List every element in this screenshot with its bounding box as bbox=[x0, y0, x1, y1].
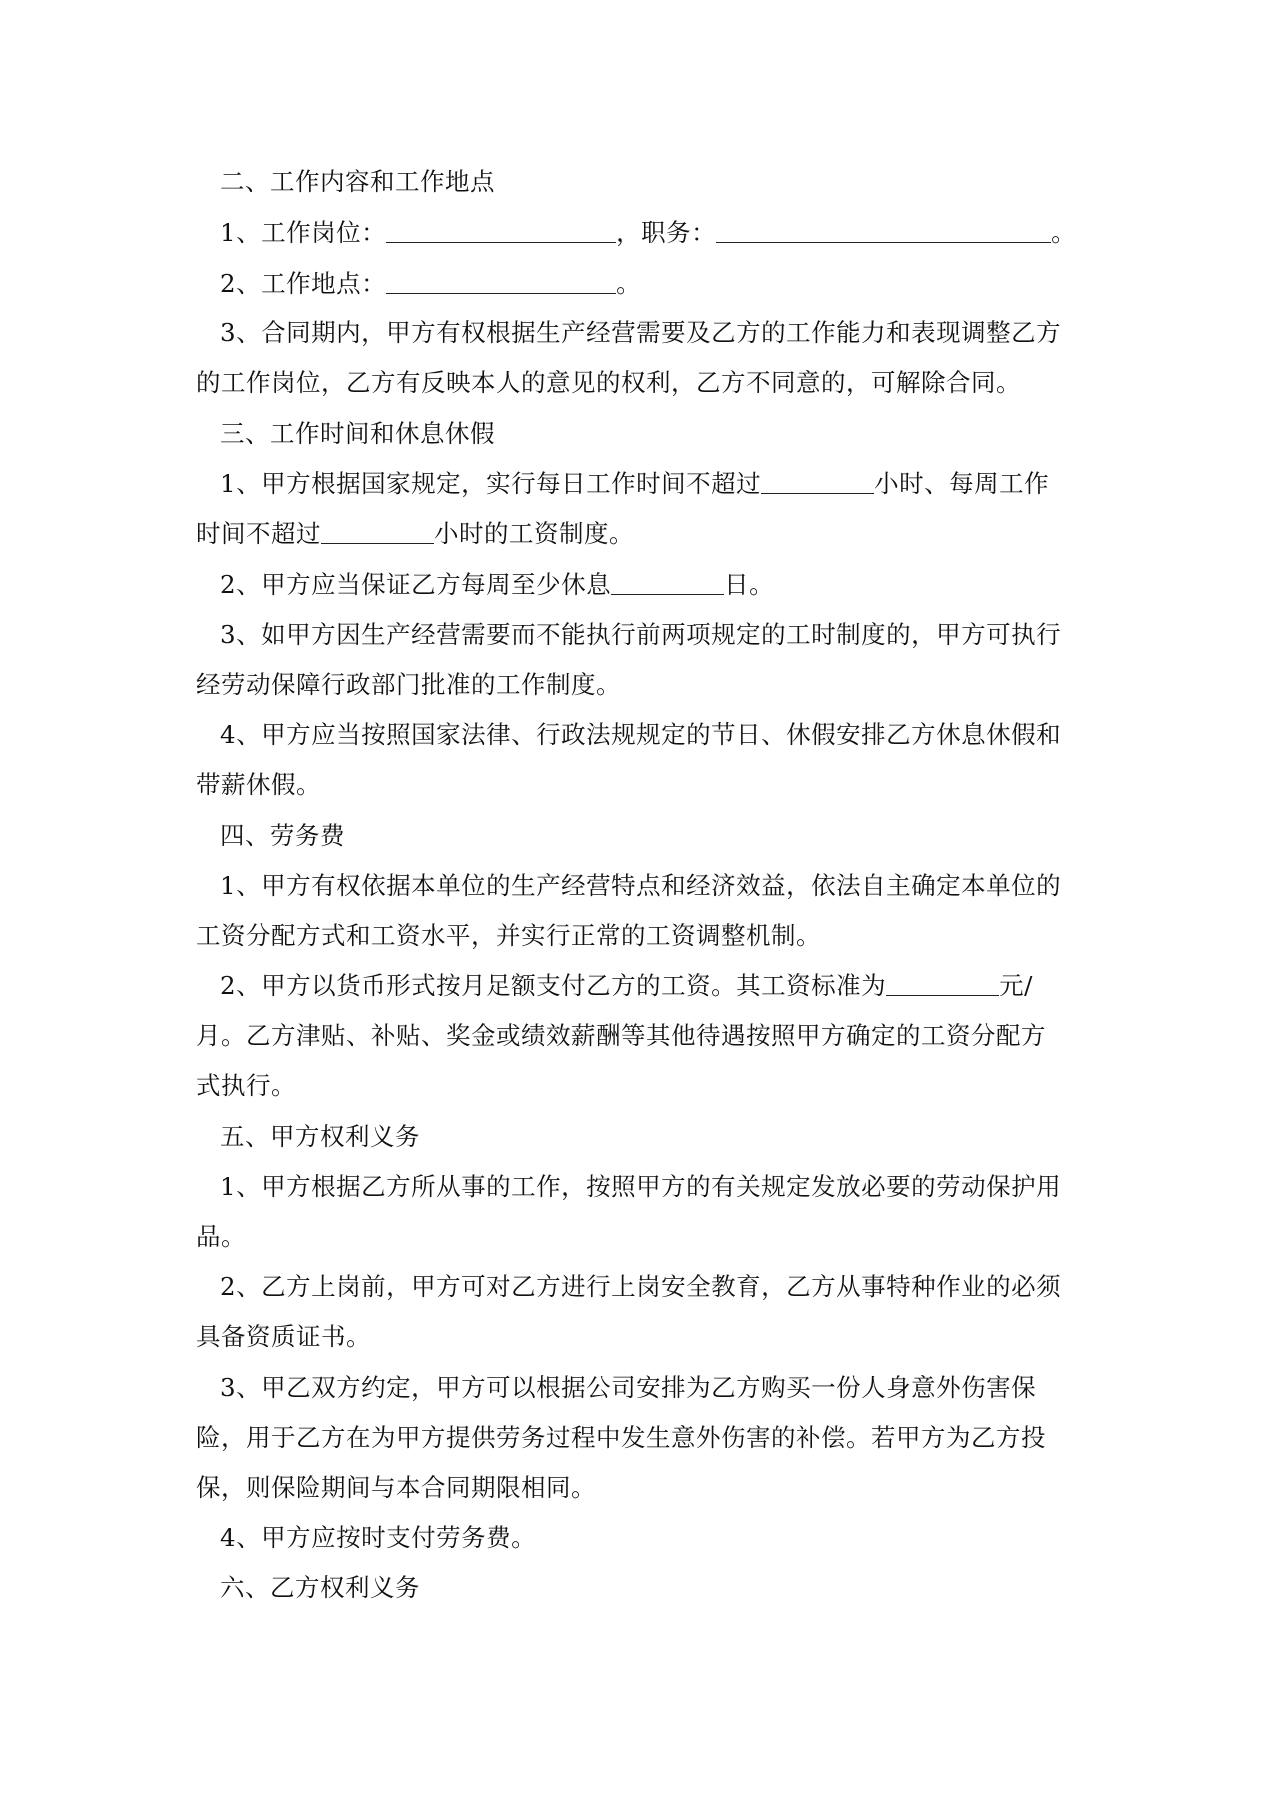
work-location-blank[interactable] bbox=[386, 269, 616, 294]
section-5-item-1-line-1: 1、甲方根据乙方所从事的工作，按照甲方的有关规定发放必要的劳动保护用 bbox=[220, 1172, 1062, 1201]
salary-standard-label: 2、甲方以货币形式按月足额支付乙方的工资。其工资标准为 bbox=[220, 971, 887, 1000]
section-4-item-1-line-1: 1、甲方有权依据本单位的生产经营特点和经济效益，依法自主确定本单位的 bbox=[220, 871, 1062, 900]
work-location-line-end: 。 bbox=[616, 269, 642, 298]
rest-days-end: 日。 bbox=[724, 570, 775, 599]
work-location-line bbox=[220, 268, 641, 300]
section-2-item-3-line-2: 的工作岗位，乙方有反映本人的意见的权利，乙方不同意的，可解除合同。 bbox=[196, 368, 1021, 397]
work-location-label: 2、工作地点： bbox=[220, 269, 387, 298]
section-2-item-3-line-1: 3、合同期内，甲方有权根据生产经营需要及乙方的工作能力和表现调整乙方 bbox=[220, 318, 1062, 347]
rest-days-blank[interactable] bbox=[611, 570, 724, 595]
section-5-item-2-line-1: 2、乙方上岗前，甲方可对乙方进行上岗安全教育，乙方从事特种作业的必须 bbox=[220, 1272, 1062, 1301]
job-position-label: 1、工作岗位： bbox=[220, 218, 387, 247]
section-5-item-3-line-2: 险，用于乙方在为甲方提供劳务过程中发生意外伤害的补偿。若甲方为乙方投 bbox=[196, 1423, 1046, 1452]
section-3-item-4-line-2: 带薪休假。 bbox=[196, 770, 321, 799]
job-position-blank[interactable] bbox=[386, 218, 616, 243]
salary-standard-blank[interactable] bbox=[886, 971, 999, 996]
section-5-item-3-line-3: 保，则保险期间与本合同期限相同。 bbox=[196, 1473, 596, 1502]
section-4-item-2-line-3: 式执行。 bbox=[196, 1071, 296, 1100]
section-5-item-2-line-2: 具备资质证书。 bbox=[196, 1322, 371, 1351]
section-5-item-3-line-1: 3、甲乙双方约定，甲方可以根据公司安排为乙方购买一份人身意外伤害保 bbox=[220, 1373, 1037, 1402]
rest-days-label: 2、甲方应当保证乙方每周至少休息 bbox=[220, 570, 612, 599]
daily-hours-blank[interactable] bbox=[761, 469, 874, 494]
weekly-hours-lead: 时间不超过 bbox=[196, 519, 321, 548]
section-5-item-4: 4、甲方应按时支付劳务费。 bbox=[220, 1523, 537, 1552]
duty-label: ，职务： bbox=[616, 218, 717, 247]
section-3-item-2 bbox=[220, 569, 774, 601]
section-3-item-1-line-1 bbox=[220, 468, 1049, 500]
section-5-heading: 五、甲方权利义务 bbox=[220, 1122, 420, 1151]
weekly-hours-label: 小时、每周工作 bbox=[874, 469, 1050, 498]
section-4-item-2-line-1 bbox=[220, 970, 1033, 1002]
job-position-line-end: 。 bbox=[1051, 218, 1077, 247]
section-4-item-1-line-2: 工资分配方式和工资水平，并实行正常的工资调整机制。 bbox=[196, 921, 821, 950]
section-5-item-1-line-2: 品。 bbox=[196, 1222, 246, 1251]
duty-blank[interactable] bbox=[716, 218, 1051, 243]
section-2-heading: 二、工作内容和工作地点 bbox=[220, 167, 495, 196]
section-4-heading: 四、劳务费 bbox=[220, 821, 345, 850]
section-3-item-3-line-1: 3、如甲方因生产经营需要而不能执行前两项规定的工时制度的，甲方可执行 bbox=[220, 620, 1062, 649]
daily-hours-label: 1、甲方根据国家规定，实行每日工作时间不超过 bbox=[220, 469, 762, 498]
section-4-item-2-line-2: 月。乙方津贴、补贴、奖金或绩效薪酬等其他待遇按照甲方确定的工资分配方 bbox=[196, 1021, 1046, 1050]
section-3-item-4-line-1: 4、甲方应当按照国家法律、行政法规规定的节日、休假安排乙方休息休假和 bbox=[220, 720, 1062, 749]
job-position-line bbox=[220, 217, 1076, 249]
section-3-item-3-line-2: 经劳动保障行政部门批准的工作制度。 bbox=[196, 670, 621, 699]
section-6-heading: 六、乙方权利义务 bbox=[220, 1573, 420, 1602]
section-3-item-1-line-2 bbox=[196, 518, 634, 550]
salary-unit: 元/ bbox=[999, 971, 1033, 1000]
weekly-hours-blank[interactable] bbox=[321, 519, 434, 544]
weekly-hours-end: 小时的工资制度。 bbox=[434, 519, 634, 548]
section-3-heading: 三、工作时间和休息休假 bbox=[220, 419, 495, 448]
